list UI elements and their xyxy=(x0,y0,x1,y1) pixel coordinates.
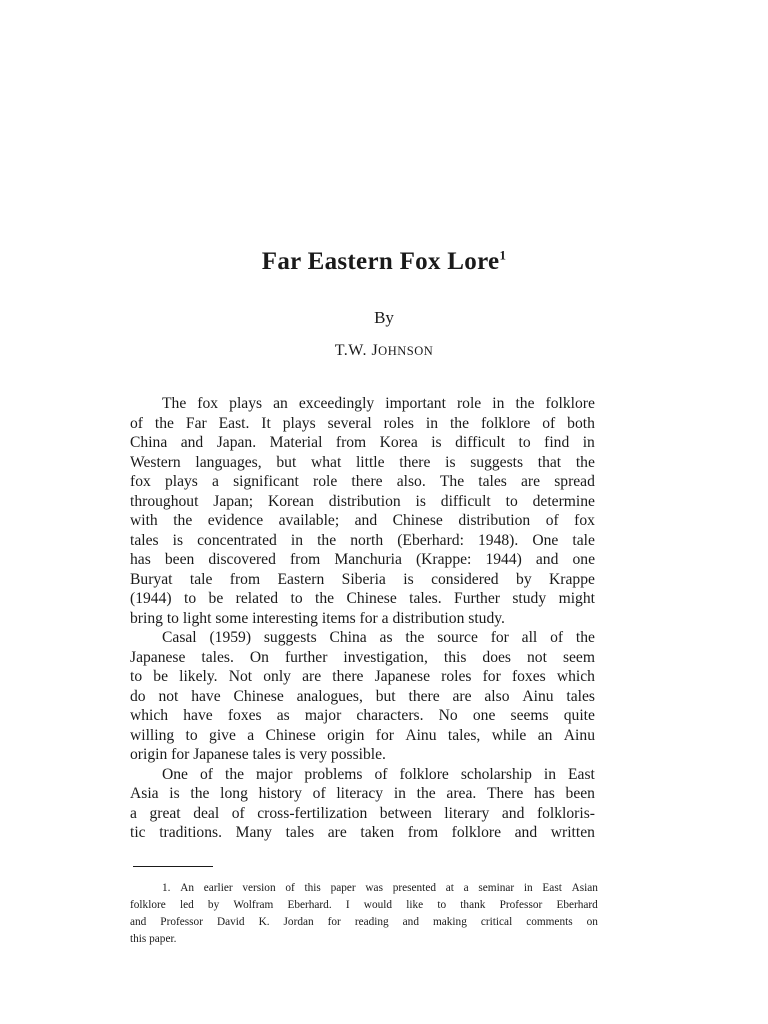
body-word: source xyxy=(437,629,478,646)
body-word: to xyxy=(505,492,518,510)
body-word: China xyxy=(130,434,168,451)
body-word: to xyxy=(518,434,531,451)
body-line xyxy=(130,784,595,804)
body-word: related xyxy=(235,590,279,607)
body-word: does xyxy=(482,648,511,666)
body-word: folklore xyxy=(399,765,449,783)
body-word: roles xyxy=(383,414,414,432)
body-word: suggests xyxy=(470,453,524,471)
body-word: scholarship xyxy=(460,765,532,783)
body-word: The xyxy=(439,473,465,490)
body-line xyxy=(130,804,595,824)
body-line xyxy=(130,453,595,473)
footnote-word: 1. xyxy=(162,882,171,894)
body-word: of xyxy=(545,512,559,529)
footnote-word: by xyxy=(207,899,220,911)
body-word: might xyxy=(558,590,595,607)
body-line xyxy=(130,823,595,843)
body-word: Far xyxy=(185,414,207,432)
footnote-word: and xyxy=(402,916,419,928)
body-line xyxy=(130,511,595,531)
footnote-word: Professor xyxy=(499,899,543,911)
body-word: the xyxy=(224,765,245,783)
body-word: throughout xyxy=(130,492,199,510)
body-word: likely. xyxy=(179,668,218,685)
body-line xyxy=(130,589,595,609)
body-word: tale xyxy=(189,570,213,588)
body-word: the xyxy=(575,629,595,646)
body-word: but xyxy=(276,453,297,471)
body-word: tales. xyxy=(201,648,234,666)
body-word: Not xyxy=(228,668,253,685)
body-word: be xyxy=(153,668,168,685)
body-word: area. xyxy=(446,785,477,802)
body-word: suggests xyxy=(263,629,317,646)
footnote-rule xyxy=(133,866,213,867)
body-word: the xyxy=(317,531,337,549)
body-word: (1959) xyxy=(209,629,252,646)
body-word: for xyxy=(375,726,394,744)
body-word: Western xyxy=(130,453,181,471)
footnote-word: comments xyxy=(526,916,573,928)
footnote-word: presented xyxy=(392,882,436,894)
body-line: bring to light some interesting items for a distribution study. xyxy=(130,609,505,627)
body-word: literary xyxy=(444,804,490,822)
body-word: has xyxy=(130,551,151,568)
body-word: there xyxy=(399,453,431,471)
body-word: which xyxy=(130,707,169,724)
body-word: Chinese xyxy=(346,590,397,607)
body-word: both xyxy=(567,414,595,432)
body-word: has xyxy=(534,785,555,802)
body-word: been xyxy=(164,551,195,568)
footnote-word: I xyxy=(345,899,350,911)
footnote-word: An xyxy=(180,882,195,894)
body-line xyxy=(130,570,595,590)
footnote-word: version xyxy=(242,882,276,894)
body-word: available; xyxy=(278,512,340,529)
body-word: tales xyxy=(285,824,315,841)
body-word: determine xyxy=(532,492,595,510)
body-line xyxy=(130,550,595,570)
body-word: have xyxy=(183,707,213,724)
body-word: from xyxy=(335,434,367,451)
body-word: Ainu xyxy=(563,726,595,744)
body-word: tales. xyxy=(409,590,442,607)
body-word: cross-fertilization xyxy=(257,804,368,822)
body-word: the xyxy=(416,785,436,802)
body-word: which xyxy=(556,668,595,685)
body-word: Japanese xyxy=(130,648,186,666)
body-word: this xyxy=(443,648,467,666)
body-word: No xyxy=(438,707,458,724)
author-surname-smallcaps: OHNSON xyxy=(378,344,434,358)
body-word: tales xyxy=(566,687,595,705)
body-word: East. xyxy=(218,414,250,432)
body-word: Chinese xyxy=(265,726,316,744)
body-word: role xyxy=(313,473,338,490)
body-word: On xyxy=(249,648,269,666)
body-word: Krappe xyxy=(549,570,595,588)
body-word: major xyxy=(256,765,293,783)
body-word: to xyxy=(290,590,303,607)
body-word: one xyxy=(472,707,496,724)
body-word: taken xyxy=(360,824,395,841)
body-word: a xyxy=(247,726,255,744)
footnote-word: Wolfram xyxy=(233,899,274,911)
body-word: fox xyxy=(130,473,151,490)
body-word: distribution xyxy=(458,512,531,529)
footnote-word: at xyxy=(445,882,454,894)
body-line xyxy=(130,628,595,648)
body-word: that xyxy=(537,453,562,471)
body-word: investigation, xyxy=(343,648,428,666)
body-line xyxy=(130,394,595,414)
body-word: in xyxy=(543,765,557,783)
footnote-word: making xyxy=(432,916,467,928)
body-word: China xyxy=(329,629,367,646)
body-word: is xyxy=(403,570,414,588)
footnote-word: East xyxy=(542,882,562,894)
body-word: a xyxy=(130,804,137,822)
body-word: little xyxy=(355,453,385,471)
footnote-word: folklore xyxy=(130,899,166,911)
footnote-marker[interactable]: 1 xyxy=(499,247,507,263)
body-line xyxy=(130,433,595,453)
body-word: considered xyxy=(431,570,499,588)
body-word: (1944) xyxy=(130,590,172,607)
body-word: the xyxy=(405,629,425,646)
body-word: have xyxy=(191,687,221,705)
footnote-word: Asian xyxy=(571,882,598,894)
body-word: are xyxy=(327,824,347,841)
body-word: and xyxy=(535,551,559,568)
body-word: traditions. xyxy=(159,824,222,841)
body-word: distribution xyxy=(328,492,401,510)
body-word: the xyxy=(154,414,174,432)
body-word: deal xyxy=(193,804,220,822)
body-word: literacy xyxy=(336,785,384,802)
body-word: not xyxy=(158,687,179,705)
body-word: to xyxy=(183,590,197,607)
body-word: an xyxy=(273,395,288,412)
body-word: characters. xyxy=(356,707,424,724)
body-word: of xyxy=(130,414,143,432)
body-word: problems xyxy=(304,765,363,783)
body-word: Japanese xyxy=(374,668,431,685)
body-word: find xyxy=(544,434,570,451)
body-line xyxy=(130,472,595,492)
body-word: important xyxy=(385,395,446,412)
body-word: with xyxy=(130,512,158,529)
body-word: while xyxy=(491,726,527,744)
body-word: 1948). xyxy=(477,531,519,549)
body-word: folklore xyxy=(545,395,595,412)
body-word: analogues, xyxy=(296,687,363,705)
body-word: give xyxy=(209,726,236,744)
body-word: difficult xyxy=(440,492,491,510)
body-word: the xyxy=(190,785,210,802)
body-word: Further xyxy=(454,590,500,607)
body-word: willing xyxy=(130,726,175,744)
body-word: to xyxy=(185,726,198,744)
body-word: from xyxy=(229,570,261,588)
body-line xyxy=(130,706,595,726)
footnote-word: earlier xyxy=(203,882,233,894)
body-word: Chinese xyxy=(392,512,443,529)
body-line xyxy=(130,414,595,434)
footnote-line xyxy=(130,897,598,914)
body-word: folklore xyxy=(451,824,502,841)
body-word: spread xyxy=(554,473,595,490)
body-word: significant xyxy=(233,473,299,490)
body-word: what xyxy=(310,453,342,471)
body-word: Casal xyxy=(162,629,197,646)
body-word: be xyxy=(208,590,224,607)
footnote-word: of xyxy=(285,882,295,894)
body-word: as xyxy=(276,707,290,724)
body-word: Asia xyxy=(130,785,159,802)
body-word: between xyxy=(379,804,432,822)
body-word: also. xyxy=(396,473,426,490)
footnote-word: like xyxy=(406,899,424,911)
body-word: not xyxy=(527,648,547,666)
body-word: an xyxy=(537,726,553,744)
footnote-line xyxy=(130,880,598,897)
body-word: roles xyxy=(441,668,472,685)
body-word: folkloris- xyxy=(536,804,595,822)
body-word: north xyxy=(350,531,384,549)
body-word: Korean xyxy=(268,492,314,510)
footnote-word: K. xyxy=(258,916,270,928)
body-word: Japan; xyxy=(213,492,254,510)
body-word: exceedingly xyxy=(298,395,375,412)
body-word: of xyxy=(231,804,245,822)
body-word: the xyxy=(315,590,335,607)
body-word: Ainu xyxy=(405,726,437,744)
body-word: great xyxy=(149,804,181,822)
body-word: East xyxy=(568,765,595,783)
body-word: Siberia xyxy=(341,570,386,588)
body-word: Ainu xyxy=(522,687,554,705)
body-line xyxy=(130,648,595,668)
body-word: discovered xyxy=(208,551,276,568)
body-word: Many xyxy=(235,824,272,841)
body-word: the xyxy=(449,414,470,432)
body-word: plays xyxy=(282,414,316,432)
footnote-word: in xyxy=(523,882,533,894)
body-word: the xyxy=(515,395,535,412)
body-word: Chinese xyxy=(233,687,284,705)
body-word: (Eberhard: xyxy=(397,531,464,549)
body-word: plays xyxy=(229,395,263,412)
body-word: quite xyxy=(563,707,595,724)
body-word: in xyxy=(290,531,304,549)
body-word: the xyxy=(575,453,595,471)
footnote-word: critical xyxy=(480,916,513,928)
byline: By xyxy=(374,308,394,327)
body-word: for xyxy=(490,629,509,646)
body-word: is xyxy=(431,434,442,451)
body-word: written xyxy=(550,824,595,841)
body-word: is xyxy=(415,492,426,510)
body-word: also xyxy=(484,687,510,705)
body-word: seem xyxy=(562,648,595,666)
body-word: in xyxy=(425,414,439,432)
body-word: foxes xyxy=(511,668,546,685)
body-word: study xyxy=(512,590,547,607)
footnote-word: reading xyxy=(354,916,389,928)
body-word: long xyxy=(220,785,248,802)
footnote-word: a xyxy=(463,882,469,894)
body-word: there xyxy=(351,473,383,490)
footnote-line: this paper. xyxy=(130,933,177,945)
body-word: of xyxy=(550,629,564,646)
body-word: tales, xyxy=(447,726,481,744)
body-word: is xyxy=(445,453,456,471)
body-word: of xyxy=(199,765,213,783)
body-word: been xyxy=(565,785,595,802)
footnote-word: Jordan xyxy=(283,916,314,928)
footnote-word: this xyxy=(304,882,321,894)
body-word: fox xyxy=(197,395,219,412)
footnote-word: seminar xyxy=(478,882,515,894)
body-word: history xyxy=(258,785,302,802)
body-word: and xyxy=(180,434,204,451)
body-word: concentrated xyxy=(197,531,277,549)
body-word: all xyxy=(521,629,538,646)
body-word: in xyxy=(393,785,406,802)
body-word: origin xyxy=(327,726,365,744)
body-word: one xyxy=(572,551,595,568)
body-word: Korea xyxy=(379,434,418,451)
body-line xyxy=(130,667,595,687)
body-word: by xyxy=(516,570,532,588)
body-word: but xyxy=(375,687,396,705)
body-word: Material xyxy=(269,434,323,451)
body-line: origin for Japanese tales is very possible. xyxy=(130,746,386,763)
body-word: Eastern xyxy=(277,570,325,588)
body-word: tales xyxy=(130,531,159,549)
body-word: fox xyxy=(574,512,595,529)
footnote-word: Eberhard. xyxy=(287,899,332,911)
body-line xyxy=(130,765,595,785)
body-word: evidence xyxy=(207,512,264,529)
body-word: tales xyxy=(478,473,507,490)
body-line xyxy=(130,531,595,551)
body-line xyxy=(130,492,595,512)
body-word: foxes xyxy=(227,707,262,724)
body-word: role xyxy=(456,395,482,412)
body-word: and xyxy=(501,804,525,822)
body-word: languages, xyxy=(195,453,262,471)
body-word: from xyxy=(289,551,321,568)
body-word: several xyxy=(327,414,372,432)
body-text xyxy=(130,394,595,843)
body-word: There xyxy=(486,785,524,802)
body-word: is xyxy=(172,531,184,549)
footnote-word: to xyxy=(437,899,447,911)
body-word: of xyxy=(312,785,326,802)
footnote-word: Professor xyxy=(160,916,203,928)
body-word: of xyxy=(374,765,388,783)
body-word: tic xyxy=(130,824,146,841)
footnote-word: Eberhard xyxy=(556,899,598,911)
body-word: for xyxy=(482,668,501,685)
body-word: a xyxy=(212,473,219,490)
footnote-word: paper xyxy=(330,882,356,894)
body-word: One xyxy=(162,765,188,783)
body-word: there xyxy=(332,668,364,685)
body-word: only xyxy=(263,668,291,685)
footnote-word: would xyxy=(363,899,393,911)
body-word: It xyxy=(261,414,271,432)
footnote-word: thank xyxy=(460,899,486,911)
body-word: One xyxy=(532,531,559,549)
article-title: Far Eastern Fox Lore xyxy=(261,248,500,275)
body-word: folklore xyxy=(480,414,531,432)
body-word: there xyxy=(408,687,440,705)
footnote-word: David xyxy=(216,916,245,928)
body-word: and xyxy=(354,512,378,529)
author-name xyxy=(0,342,768,360)
body-word: major xyxy=(304,707,342,724)
body-word: (Krappe: xyxy=(415,551,472,568)
body-word: from xyxy=(407,824,439,841)
footnote xyxy=(130,880,598,948)
body-word: are xyxy=(521,473,541,490)
body-word: in xyxy=(582,434,595,451)
body-word: difficult xyxy=(455,434,506,451)
body-word: seems xyxy=(510,707,549,724)
body-word: plays xyxy=(164,473,198,490)
footnote-word: was xyxy=(365,882,383,894)
body-word: The xyxy=(162,395,187,412)
body-word: Buryat xyxy=(130,570,173,588)
body-word: to xyxy=(130,668,143,685)
body-word: of xyxy=(542,414,556,432)
body-word: the xyxy=(173,512,193,529)
footnote-word: led xyxy=(179,899,194,911)
author-initials: T.W. J xyxy=(334,342,379,359)
article-title-block xyxy=(0,248,768,276)
body-line xyxy=(130,687,595,707)
body-word: is xyxy=(169,785,180,802)
body-word: are xyxy=(302,668,322,685)
footnote-word: on xyxy=(586,916,598,928)
body-word: tale xyxy=(572,531,595,549)
body-word: 1944) xyxy=(485,551,522,568)
body-word: and xyxy=(514,824,538,841)
body-word: Manchuria xyxy=(334,551,402,568)
footnote-word: for xyxy=(327,916,341,928)
footnote-word: and xyxy=(130,916,147,928)
body-word: in xyxy=(492,395,505,412)
body-word: as xyxy=(379,629,393,646)
body-word: do xyxy=(130,687,146,705)
footnote-line xyxy=(130,914,598,931)
body-word: Japan. xyxy=(216,434,257,451)
body-line xyxy=(130,726,595,746)
body-word: further xyxy=(284,648,328,666)
body-word: are xyxy=(452,687,472,705)
